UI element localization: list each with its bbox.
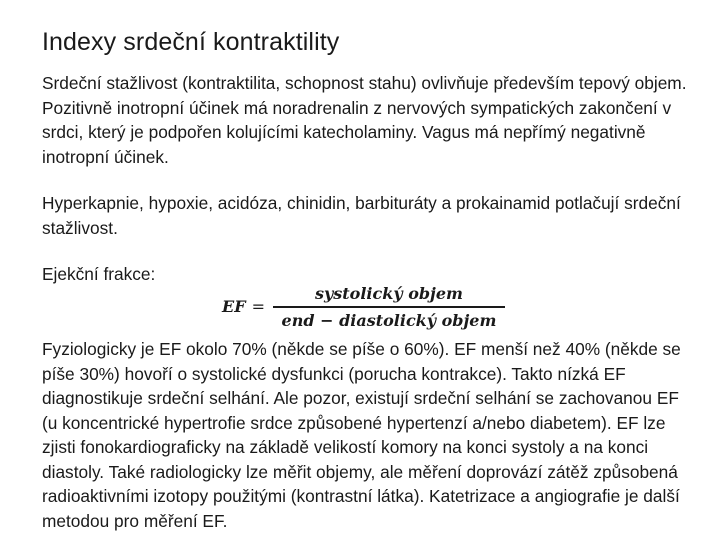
paragraph-ejection-fraction-label: Ejekční frakce:: [42, 264, 156, 284]
paragraph-ef-details: Fyziologicky je EF okolo 70% (někde se píše o 60%). EF menší než 40% (někde se píše 30%) hovoří o systolické dysfunkci (porucha kontrakce). Takto nízká EF diagnostikuje srdeční selhání. Ale pozor, existují srdeční selhání se zachovanou EF (u koncentrické hypertrofie srdce způsobené hypertenzí a/nebo diabetem). EF lze zjisti fonokardiograficky na základě velikostí komory na konci systoly a na konci diastoly. Také radiologicky lze měřit objemy, ale měření doprovází zátěž způsobená radioaktivními izotopy použitými (kontrastní látka). Katetrizace a angiografie je další metodou pro měření EF.: [42, 339, 681, 531]
slide-title: Indexy srdeční kontraktility: [42, 28, 340, 56]
formula-numerator: systolický objem: [314, 284, 463, 303]
paragraph-contractility: Srdeční stažlivost (kontraktilita, schopnost stahu) ovlivňuje především tepový objem. Pozitivně inotropní účinek má noradrenalin z nervových sympatických zakončení v srdci, který je podpořen kolujícími katecholaminy. Vagus má nepřímý negativně inotropní účinek.: [42, 73, 687, 167]
ejection-fraction-formula: [222, 284, 505, 330]
formula-fraction: [273, 284, 505, 330]
formula-equals: =: [251, 297, 265, 317]
paragraph-depressants: Hyperkapnie, hypoxie, acidóza, chinidin, barbituráty a prokainamid potlačují srdeční stažlivost.: [42, 193, 681, 238]
formula-lhs: EF: [222, 297, 246, 317]
formula-denominator: end − diastolický objem: [281, 310, 497, 330]
